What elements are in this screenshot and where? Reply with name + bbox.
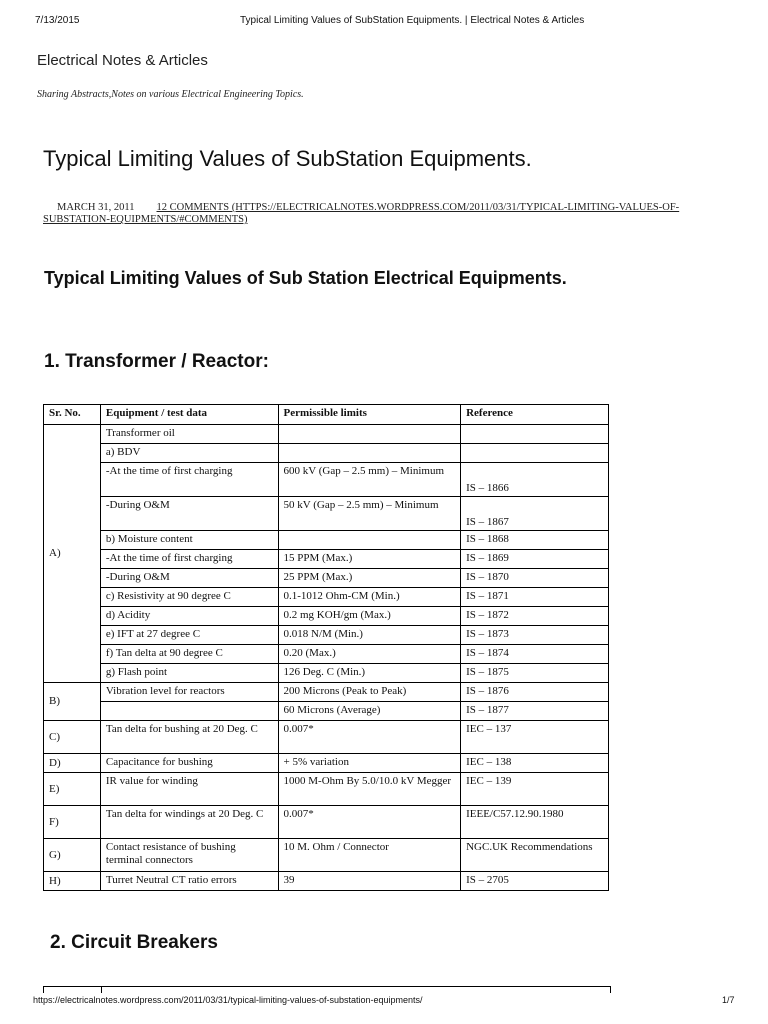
site-tagline: Sharing Abstracts,Notes on various Electrical Engineering Topics.	[37, 89, 304, 100]
table-row	[44, 531, 609, 550]
table-row	[44, 569, 609, 588]
table-row	[44, 497, 609, 531]
equipment-cell: g) Flash point	[100, 664, 278, 683]
sr-no-cell: H)	[44, 872, 101, 891]
reference-cell: NGC.UK Recommendations	[461, 839, 609, 872]
table-row	[44, 550, 609, 569]
limit-cell: 0.018 N/M (Min.)	[278, 626, 461, 645]
table-row	[44, 588, 609, 607]
table-row	[44, 702, 609, 721]
print-page-title: Typical Limiting Values of SubStation Equipments. | Electrical Notes & Articles	[240, 15, 585, 26]
header-equipment: Equipment / test data	[100, 405, 278, 425]
equipment-cell: d) Acidity	[100, 607, 278, 626]
reference-cell: IS – 1873	[461, 626, 609, 645]
equipment-cell: Capacitance for bushing	[100, 754, 278, 773]
table-row	[44, 721, 609, 754]
header-reference: Reference	[461, 405, 609, 425]
next-table-top	[43, 986, 611, 993]
limit-cell: 10 M. Ohm / Connector	[278, 839, 461, 872]
sr-no-cell: A)	[44, 425, 101, 683]
reference-cell: IS – 1866	[461, 463, 609, 497]
header-sr-no: Sr. No.	[44, 405, 101, 425]
site-title[interactable]: Electrical Notes & Articles	[37, 52, 208, 69]
comments-link[interactable]: 12 COMMENTS (HTTPS://ELECTRICALNOTES.WORDPRESS.COM/2011/03/31/TYPICAL-LIMITING-VALUES-OF-SUBSTATION-EQUIPMENTS/#COMMENTS)	[43, 202, 680, 225]
equipment-cell: c) Resistivity at 90 degree C	[100, 588, 278, 607]
reference-cell: IS – 1867	[461, 497, 609, 531]
limit-cell	[278, 425, 461, 444]
reference-cell: IEEE/C57.12.90.1980	[461, 806, 609, 839]
equipment-cell: Tan delta for windings at 20 Deg. C	[100, 806, 278, 839]
reference-cell: IS – 1874	[461, 645, 609, 664]
limits-table	[43, 404, 609, 891]
reference-cell	[461, 425, 609, 444]
reference-cell: IS – 1871	[461, 588, 609, 607]
table-body	[44, 425, 609, 891]
limit-cell: 60 Microns (Average)	[278, 702, 461, 721]
equipment-cell: Turret Neutral CT ratio errors	[100, 872, 278, 891]
reference-cell: IS – 2705	[461, 872, 609, 891]
table-row	[44, 645, 609, 664]
equipment-cell: f) Tan delta at 90 degree C	[100, 645, 278, 664]
print-date: 7/13/2015	[35, 15, 80, 26]
reference-cell: IS – 1870	[461, 569, 609, 588]
post-date: MARCH 31, 2011	[57, 202, 135, 213]
table-row	[44, 806, 609, 839]
table-row	[44, 607, 609, 626]
section-heading-transformer: 1. Transformer / Reactor:	[44, 351, 269, 372]
limit-cell: 600 kV (Gap – 2.5 mm) – Minimum	[278, 463, 461, 497]
limit-cell: 0.20 (Max.)	[278, 645, 461, 664]
table-row	[44, 626, 609, 645]
limit-cell: 25 PPM (Max.)	[278, 569, 461, 588]
table-row	[44, 444, 609, 463]
reference-cell: IEC – 139	[461, 773, 609, 806]
reference-cell: IEC – 137	[461, 721, 609, 754]
limit-cell: + 5% variation	[278, 754, 461, 773]
equipment-cell: -During O&M	[100, 569, 278, 588]
post-title: Typical Limiting Values of SubStation Equipments.	[43, 146, 532, 171]
reference-cell: IS – 1877	[461, 702, 609, 721]
table-row	[44, 872, 609, 891]
reference-cell: IS – 1869	[461, 550, 609, 569]
sr-no-cell: B)	[44, 683, 101, 721]
limit-cell	[278, 531, 461, 550]
post-meta	[43, 202, 723, 226]
equipment-cell: Vibration level for reactors	[100, 683, 278, 702]
sr-no-cell: G)	[44, 839, 101, 872]
limit-cell: 126 Deg. C (Min.)	[278, 664, 461, 683]
table-row	[44, 839, 609, 872]
sr-no-cell: D)	[44, 754, 101, 773]
equipment-cell: IR value for winding	[100, 773, 278, 806]
limit-cell: 50 kV (Gap – 2.5 mm) – Minimum	[278, 497, 461, 531]
sr-no-cell: F)	[44, 806, 101, 839]
print-footer-url: https://electricalnotes.wordpress.com/2011/03/31/typical-limiting-values-of-substation-equipments/	[33, 995, 423, 1005]
limit-cell: 15 PPM (Max.)	[278, 550, 461, 569]
equipment-cell	[100, 702, 278, 721]
limit-cell: 39	[278, 872, 461, 891]
limit-cell: 0.2 mg KOH/gm (Max.)	[278, 607, 461, 626]
equipment-cell: -At the time of first charging	[100, 463, 278, 497]
reference-cell: IS – 1876	[461, 683, 609, 702]
table-row	[44, 754, 609, 773]
print-page-number: 1/7	[722, 995, 735, 1005]
sr-no-cell: E)	[44, 773, 101, 806]
limit-cell: 0.1-1012 Ohm-CM (Min.)	[278, 588, 461, 607]
limit-cell: 0.007*	[278, 721, 461, 754]
reference-cell: IS – 1872	[461, 607, 609, 626]
equipment-cell: b) Moisture content	[100, 531, 278, 550]
equipment-cell: e) IFT at 27 degree C	[100, 626, 278, 645]
equipment-cell: a) BDV	[100, 444, 278, 463]
limit-cell: 200 Microns (Peak to Peak)	[278, 683, 461, 702]
reference-cell	[461, 444, 609, 463]
limit-cell	[278, 444, 461, 463]
equipment-cell: -At the time of first charging	[100, 550, 278, 569]
table-row	[44, 425, 609, 444]
equipment-cell: -During O&M	[100, 497, 278, 531]
limit-cell: 1000 M-Ohm By 5.0/10.0 kV Megger	[278, 773, 461, 806]
table-header-row	[44, 405, 609, 425]
reference-cell: IS – 1875	[461, 664, 609, 683]
table-row	[44, 683, 609, 702]
section-heading-circuit-breakers: 2. Circuit Breakers	[50, 932, 218, 953]
header-limits: Permissible limits	[278, 405, 461, 425]
table-row	[44, 463, 609, 497]
equipment-cell: Tan delta for bushing at 20 Deg. C	[100, 721, 278, 754]
reference-cell: IEC – 138	[461, 754, 609, 773]
limit-cell: 0.007*	[278, 806, 461, 839]
table-row	[44, 773, 609, 806]
sr-no-cell: C)	[44, 721, 101, 754]
table-row	[44, 664, 609, 683]
equipment-cell: Contact resistance of bushing terminal connectors	[100, 839, 278, 872]
equipment-cell: Transformer oil	[100, 425, 278, 444]
article-heading: Typical Limiting Values of Sub Station Electrical Equipments.	[44, 268, 567, 288]
reference-cell: IS – 1868	[461, 531, 609, 550]
